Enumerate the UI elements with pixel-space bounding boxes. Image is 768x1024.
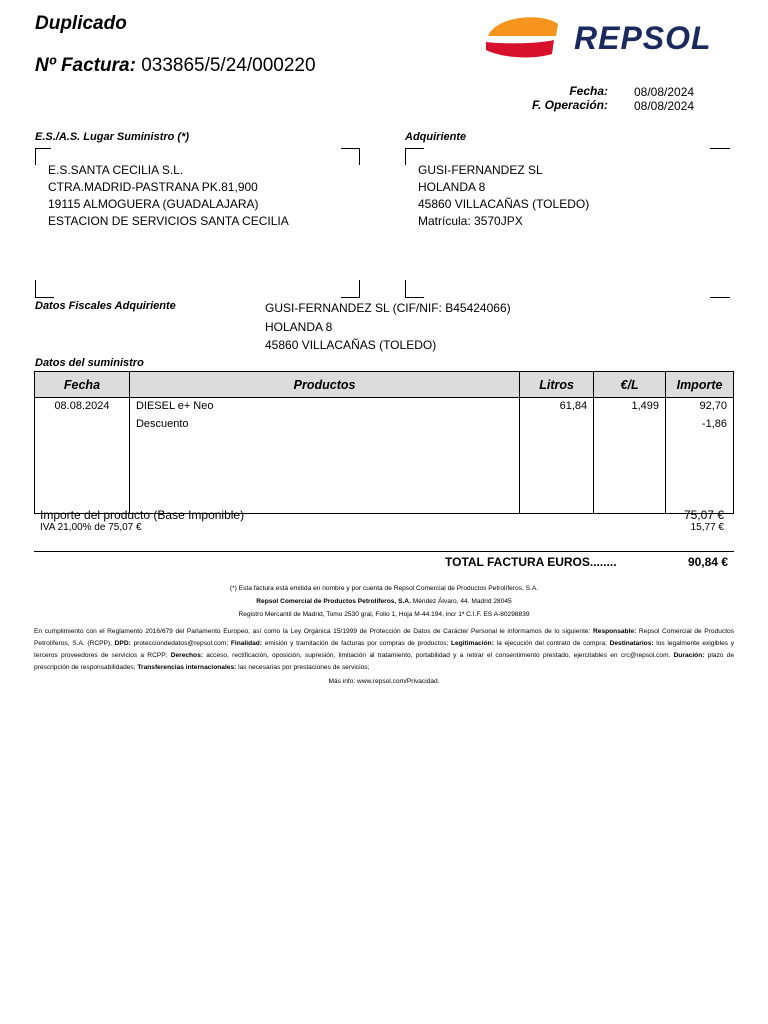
supplier-address	[48, 162, 289, 230]
privacy-more-info: Más info: www.repsol.com/Privacidad.	[328, 678, 440, 685]
supplier-line: 19115 ALMOGUERA (GUADALAJARA)	[48, 197, 259, 211]
privacy-notice: En cumplimiento con el Reglamento 2016/679 del Parlamento Europeo, así como la Ley Orgánica 15/1999 de Protección de Datos de Carácter Personal le informamos de lo siguiente: Responsable: Repsol Comercial de Productos Petrolíferos, S.A. (RCPP); DPD: protecciondedatos@repsol.com; Finalidad: emisión y tramitación de facturas por compras de productos; Legitimación: la ejecución del contrato de compra; Destinatarios: los legalmente exigibles y terceros proveedores de servicios a RCPP; Derechos: acceso, rectificación, oposición, supresión, limitación al tratamiento, portabilidad y a retirar el consentimiento prestado, ejercitables en crc@repsol.com. Duración: plazo de prescripción de responsabilidades; Transferencias internacionales: las necesarias por prestaciones de servicios;	[34, 628, 735, 671]
footer-line: Repsol Comercial de Productos Petrolíferos, S.A. Méndez Álvaro, 44. Madrid 28045	[256, 598, 512, 605]
brand-wordmark: REPSOL	[574, 20, 712, 56]
col-importe: Importe	[666, 372, 734, 398]
operation-date-label: F. Operación:	[531, 98, 608, 112]
repsol-flame-icon	[482, 14, 562, 58]
supplier-title: E.S./A.S. Lugar Suministro (*)	[35, 131, 190, 143]
total-label: TOTAL FACTURA EUROS........	[445, 555, 617, 569]
buyer-line: 45860 VILLACAÑAS (TOLEDO)	[418, 197, 590, 211]
supply-title: Datos del suministro	[35, 357, 144, 369]
iva-label: IVA 21,00% de 75,07 €	[40, 522, 142, 533]
date-label: Fecha:	[569, 84, 608, 98]
cell-precio	[594, 416, 666, 434]
buyer-line: Matrícula: 3570JPX	[418, 214, 523, 228]
table-row	[35, 398, 734, 417]
cell-fecha: 08.08.2024	[35, 398, 130, 417]
duplicate-title: Duplicado	[35, 13, 127, 34]
table-filler-row	[35, 434, 734, 514]
cell-litros	[520, 416, 594, 434]
operation-date-value: 08/08/2024	[634, 99, 695, 113]
supplier-line: CTRA.MADRID-PASTRANA PK.81,900	[48, 180, 258, 194]
base-label: Importe del producto (Base Imponible)	[40, 508, 245, 522]
footer-line: Registro Mercantil de Madrid, Tomo 2530 gral, Folio 1, Hoja M-44.194, incr 1ª C.I.F. ES A-80298839	[238, 611, 530, 618]
fiscal-line: HOLANDA 8	[265, 319, 333, 334]
cell-importe: -1,86	[666, 416, 734, 434]
cell-producto: DIESEL e+ Neo	[129, 398, 519, 417]
buyer-line: GUSI-FERNANDEZ SL	[418, 163, 543, 177]
invoice-number-line	[35, 55, 316, 77]
cell-precio: 1,499	[594, 398, 666, 417]
cell-producto: Descuento	[129, 416, 519, 434]
cell-litros: 61,84	[520, 398, 594, 417]
table-header-row	[35, 372, 734, 398]
buyer-title: Adquiriente	[405, 131, 467, 143]
col-litros: Litros	[520, 372, 594, 398]
col-precio: €/L	[594, 372, 666, 398]
fiscal-title: Datos Fiscales Adquiriente	[35, 300, 176, 312]
supplier-line: E.S.SANTA CECILIA S.L.	[48, 163, 184, 177]
col-productos: Productos	[129, 372, 519, 398]
cell-fecha	[35, 416, 130, 434]
footer-line: (*) Esta factura está emitida en nombre y por cuenta de Repsol Comercial de Productos Petrolíferos, S.A.	[229, 585, 539, 592]
supplier-line: ESTACION DE SERVICIOS SANTA CECILIA	[48, 214, 289, 228]
cell-importe: 92,70	[666, 398, 734, 417]
buyer-address	[418, 162, 589, 230]
supply-table	[34, 371, 734, 514]
fiscal-line: GUSI-FERNANDEZ SL (CIF/NIF: B45424066)	[265, 301, 511, 315]
col-fecha: Fecha	[35, 372, 130, 398]
repsol-logo	[482, 14, 732, 58]
invoice-label: Nº Factura:	[35, 55, 136, 76]
table-row	[35, 416, 734, 434]
fiscal-line: 45860 VILLACAÑAS (TOLEDO)	[265, 338, 437, 352]
footer-legal	[34, 583, 734, 621]
buyer-line: HOLANDA 8	[418, 180, 486, 194]
fiscal-address	[265, 299, 511, 355]
invoice-number: 033865/5/24/000220	[141, 55, 316, 76]
total-value: 90,84 €	[687, 555, 728, 569]
date-value: 08/08/2024	[634, 85, 695, 99]
iva-value: 15,77 €	[690, 522, 724, 533]
base-value: 75,07 €	[683, 508, 724, 522]
